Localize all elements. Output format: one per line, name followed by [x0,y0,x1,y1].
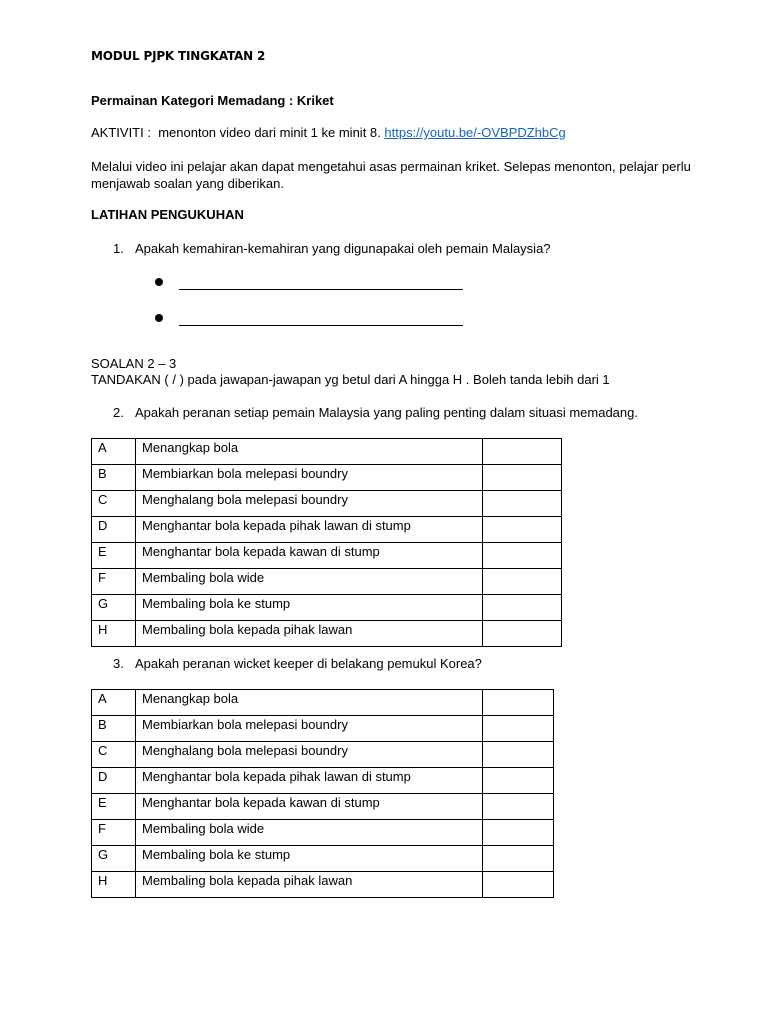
question-2-text: Apakah peranan setiap pemain Malaysia yang paling penting dalam situasi memadang. [135,405,638,420]
activity-line [91,125,566,140]
option-row [92,491,562,517]
option-text: Menghalang bola melepasi boundry [136,742,483,768]
option-text: Membaling bola wide [136,569,483,595]
option-text: Membiarkan bola melepasi boundry [136,716,483,742]
option-text: Membaling bola ke stump [136,846,483,872]
answer-mark-cell[interactable] [483,621,562,647]
option-letter: D [92,517,136,543]
question-2-number: 2. [113,405,124,420]
option-letter: C [92,742,136,768]
option-letter: B [92,716,136,742]
video-link[interactable]: https://youtu.be/-OVBPDZhbCg [384,125,566,140]
option-text: Membaling bola kepada pihak lawan [136,621,483,647]
document-title: Permainan Kategori Memadang : Kriket [91,93,334,108]
answer-mark-cell[interactable] [483,794,554,820]
section-title: LATIHAN PENGUKUHAN [91,207,244,222]
option-letter: E [92,543,136,569]
option-row [92,569,562,595]
option-letter: A [92,439,136,465]
option-row [92,820,554,846]
option-text: Menangkap bola [136,690,483,716]
option-letter: F [92,820,136,846]
answer-mark-cell[interactable] [483,716,554,742]
answer-mark-cell[interactable] [483,569,562,595]
answer-mark-cell[interactable] [483,465,562,491]
option-row [92,794,554,820]
option-letter: D [92,768,136,794]
option-letter: G [92,846,136,872]
bullet-icon [155,314,163,322]
question-2-options-table [91,438,562,647]
question-1 [113,241,551,256]
option-letter: A [92,690,136,716]
option-letter: G [92,595,136,621]
option-row [92,543,562,569]
instructions-line-2: TANDAKAN ( / ) pada jawapan-jawapan yg betul dari A hingga H . Boleh tanda lebih dari 1 [91,372,610,387]
answer-bullet-1 [155,275,463,290]
option-text: Menghantar bola kepada kawan di stump [136,794,483,820]
module-header: MODUL PJPK TINGKATAN 2 [91,49,266,63]
option-row [92,621,562,647]
answer-mark-cell[interactable] [483,439,562,465]
answer-mark-cell[interactable] [483,768,554,794]
option-text: Menangkap bola [136,439,483,465]
option-text: Menghantar bola kepada pihak lawan di stump [136,768,483,794]
answer-mark-cell[interactable] [483,491,562,517]
question-3-number: 3. [113,656,124,671]
question-2 [113,405,638,420]
option-text: Menghalang bola melepasi boundry [136,491,483,517]
description: Melalui video ini pelajar akan dapat mengetahui asas permainan kriket. Selepas menonton, pelajar perlu menjawab soalan yang diberikan. [91,159,691,191]
question-1-number: 1. [113,241,124,256]
option-row [92,690,554,716]
instructions [91,356,610,388]
option-text: Membaling bola ke stump [136,595,483,621]
answer-bullet-2 [155,311,463,326]
answer-mark-cell[interactable] [483,820,554,846]
option-row [92,439,562,465]
option-text: Menghantar bola kepada kawan di stump [136,543,483,569]
answer-mark-cell[interactable] [483,543,562,569]
option-letter: C [92,491,136,517]
answer-mark-cell[interactable] [483,742,554,768]
answer-mark-cell[interactable] [483,690,554,716]
answer-blank-1[interactable] [179,277,463,290]
answer-mark-cell[interactable] [483,846,554,872]
answer-blank-2[interactable] [179,313,463,326]
option-row [92,716,554,742]
option-letter: F [92,569,136,595]
option-row [92,846,554,872]
question-1-text: Apakah kemahiran-kemahiran yang digunapakai oleh pemain Malaysia? [135,241,551,256]
instructions-line-1: SOALAN 2 – 3 [91,356,177,371]
option-letter: B [92,465,136,491]
option-text: Menghantar bola kepada pihak lawan di stump [136,517,483,543]
answer-mark-cell[interactable] [483,595,562,621]
option-letter: H [92,621,136,647]
option-row [92,517,562,543]
activity-label: AKTIVITI : [91,125,151,140]
bullet-icon [155,278,163,286]
option-row [92,742,554,768]
option-letter: E [92,794,136,820]
activity-text: menonton video dari minit 1 ke minit 8. [158,125,381,140]
option-text: Membiarkan bola melepasi boundry [136,465,483,491]
question-3 [113,656,482,671]
option-text: Membaling bola wide [136,820,483,846]
answer-mark-cell[interactable] [483,517,562,543]
option-row [92,595,562,621]
question-3-text: Apakah peranan wicket keeper di belakang pemukul Korea? [135,656,482,671]
option-row [92,465,562,491]
answer-mark-cell[interactable] [483,872,554,898]
question-3-options-table [91,689,554,898]
option-row [92,872,554,898]
option-letter: H [92,872,136,898]
option-text: Membaling bola kepada pihak lawan [136,872,483,898]
option-row [92,768,554,794]
